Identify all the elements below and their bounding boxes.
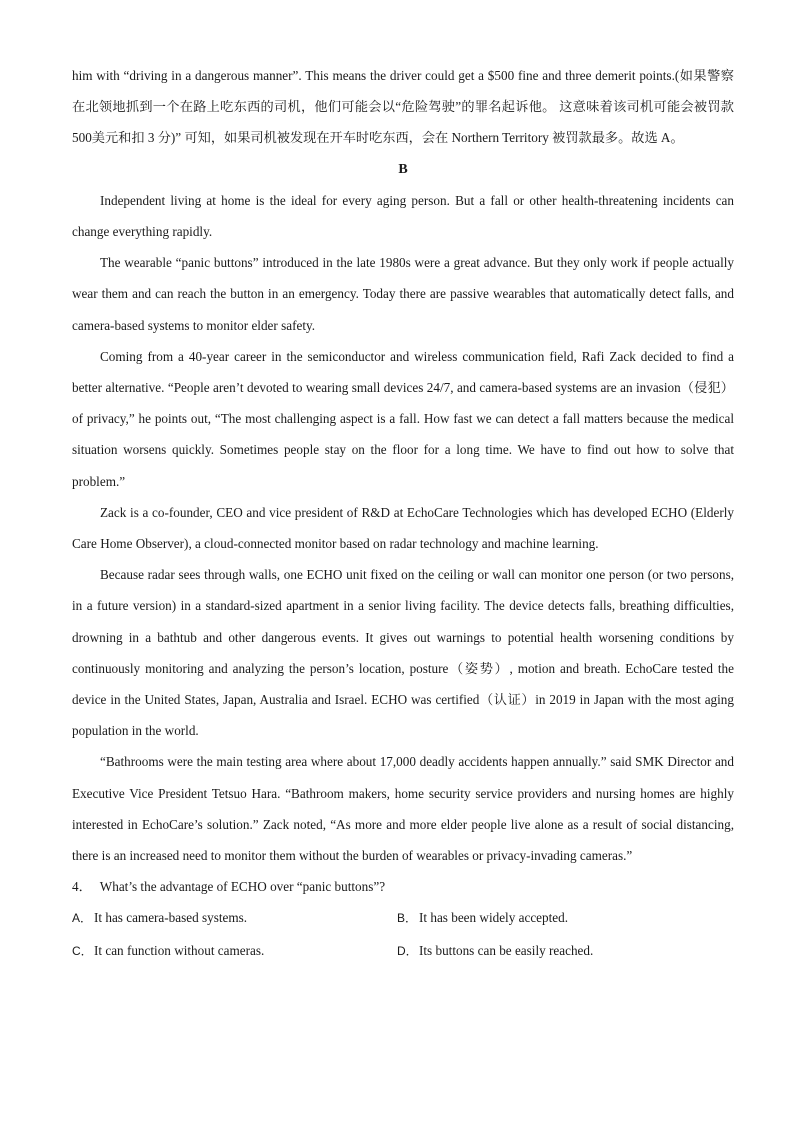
paragraph-2: The wearable “panic buttons” introduced in the late 1980s were a great advance. But they only work if people actually wear them and can reach the button in an emergency. Today there are passive wearables that automatically detect falls, and camera-based systems to monitor elder safety. bbox=[72, 255, 734, 333]
question-number: 4． bbox=[72, 879, 92, 895]
option-text: It has been widely accepted. bbox=[419, 910, 569, 926]
section-title: B bbox=[398, 161, 408, 177]
option-text: Its buttons can be easily reached. bbox=[419, 942, 594, 958]
document-page bbox=[72, 60, 734, 967]
paragraph-3: Coming from a 40-year career in the semiconductor and wireless communication field, Rafi Zack decided to find a better alternative. “People aren’t devoted to wearing small devices 24/7, and camera-based systems are an invasion（侵犯）of privacy,” he points out, “The most challenging aspect is a fall. How fast we can detect a fall matters because the medical situation worsens quickly. Sometimes people stay on the floor for a long time. We have to find out how to solve that problem.” bbox=[72, 348, 734, 489]
answer-options bbox=[72, 902, 734, 966]
question-stem bbox=[72, 871, 734, 902]
question-text: What’s the advantage of ECHO over “panic buttons”? bbox=[99, 879, 386, 895]
option-b[interactable] bbox=[397, 902, 722, 934]
option-text: It can function without cameras. bbox=[94, 942, 265, 958]
option-letter: A． bbox=[72, 911, 93, 926]
option-c[interactable] bbox=[72, 935, 397, 967]
paragraph-4: Zack is a co-founder, CEO and vice president of R&D at EchoCare Technologies which has developed ECHO (Elderly Care Home Observer), a cloud-connected monitor based on radar technology and machine learning. bbox=[72, 504, 734, 552]
option-letter: D． bbox=[397, 943, 418, 958]
option-d[interactable] bbox=[397, 935, 722, 967]
intro-paragraph: him with “driving in a dangerous manner”. This means the driver could get a $500 fine and three demerit points.(如果警察在北领地抓到一个在路上吃东西的司机，他们可能会以“危险驾驶”的罪名起诉他。 这意味着该司机可能会被罚款 500美元和扣 3 分)” 可知，如果司机被发现在开车时吃东西，会在 Northern Territory 被罚款最多。故选 A。 bbox=[72, 68, 734, 146]
option-letter: C． bbox=[72, 943, 93, 958]
option-a[interactable] bbox=[72, 902, 397, 934]
option-text: It has camera-based systems. bbox=[94, 910, 248, 926]
paragraph-6: “Bathrooms were the main testing area where about 17,000 deadly accidents happen annually.” said SMK Director and Executive Vice President Tetsuo Hara. “Bathroom makers, home security service providers and nursing homes are highly interested in EchoCare’s solution.” Zack noted, “As more and more elder people live alone as a result of social distancing, there is an increased need to monitor them without the burden of wearables or privacy-invading cameras.” bbox=[72, 754, 734, 864]
option-letter: B． bbox=[397, 911, 418, 926]
paragraph-5: Because radar sees through walls, one ECHO unit fixed on the ceiling or wall can monitor one person (or two persons, in a future version) in a standard-sized apartment in a senior living facility. The device detects falls, breathing difficulties, drowning in a bathtub and other dangerous events. It gives out warnings to potential health worsening conditions by continuously monitoring and analyzing the person’s location, posture（姿势）, motion and breath. EchoCare tested the device in the United States, Japan, Australia and Israel. ECHO was certified（认证）in 2019 in Japan with the most aging population in the world. bbox=[72, 567, 734, 739]
paragraph-1: Independent living at home is the ideal for every aging person. But a fall or other health-threatening incidents can change everything rapidly. bbox=[72, 192, 734, 240]
